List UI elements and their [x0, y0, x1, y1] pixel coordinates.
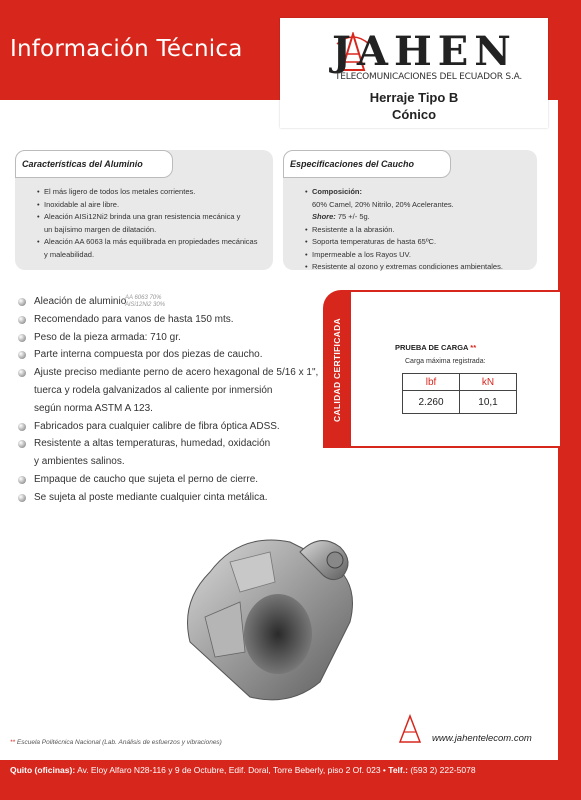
feature-item	[18, 293, 318, 311]
feature-text: Recomendado para vanos de hasta 150 mts.	[34, 313, 234, 325]
city-label: Quito (oficinas):	[10, 765, 76, 775]
product-variant: Cónico	[391, 107, 437, 122]
feature-item-continued: y ambientes salinos.	[34, 456, 125, 468]
footnote	[10, 739, 222, 746]
bullet-icon	[18, 476, 26, 484]
feature-item-continued: según norma ASTM A 123.	[34, 402, 153, 414]
table-cell: 2.260	[403, 391, 460, 414]
feature-item	[18, 418, 318, 436]
aluminum-spec-box	[15, 150, 273, 270]
bullet-icon	[18, 369, 26, 377]
feature-item	[18, 311, 318, 329]
table-cell: 10,1	[460, 391, 517, 414]
aluminum-heading: Características del Aluminio	[15, 150, 173, 178]
side-red-strip	[558, 100, 581, 760]
footnote-text: Escuela Politécnica Nacional (Lab. Análisis de esfuerzos y vibraciones)	[16, 739, 222, 746]
feature-text: Se sujeta al poste mediante cualquier cinta metálica.	[34, 491, 268, 503]
list-item: • Inoxidable al aire libre.	[37, 199, 269, 212]
list-item: y maleabilidad.	[44, 249, 95, 259]
feature-item	[18, 489, 318, 507]
logo-box	[280, 18, 548, 128]
shore-label: Shore:	[312, 212, 336, 221]
list-item	[305, 211, 533, 224]
footer-band	[0, 760, 581, 800]
phone-label: Telf.:	[388, 765, 408, 775]
footnote-marker: **	[10, 739, 16, 746]
load-test-table	[402, 373, 517, 414]
list-item: • Aleación AA 6063 la más equilibrada en propiedades mecánicas	[37, 236, 269, 249]
website-link[interactable]: www.jahentelecom.com	[432, 733, 532, 744]
contact-line: Quito (oficinas): Av. Eloy Alfaro N28-116 y 9 de Octubre, Edif. Doral, Torre Beberly, piso 2 Of. 023 • Telf.: (593 2) 222-5078	[10, 765, 476, 775]
bullet-icon	[18, 440, 26, 448]
feature-text: Aleación de aluminio	[34, 296, 127, 307]
feature-text: Parte interna compuesta por dos piezas de caucho.	[34, 349, 263, 361]
shore-value: 75 +/- 5g.	[337, 212, 370, 221]
phone-text: (593 2) 222-5078	[410, 765, 476, 775]
feature-item-continued: tuerca y rodela galvanizados al caliente por inmersión	[34, 384, 273, 396]
alloy-note: AA 6063 70% AlSi12Ni2 30%	[125, 295, 166, 308]
feature-item	[18, 329, 318, 347]
aluminum-list	[37, 186, 269, 261]
feature-text: Peso de la pieza armada: 710 gr.	[34, 331, 181, 343]
feature-text: Fabricados para cualquier calibre de fibra óptica ADSS.	[34, 420, 280, 432]
feature-item	[18, 471, 318, 489]
list-item: • Soporta temperaturas de hasta 65ºC.	[305, 236, 533, 249]
table-header-cell: kN	[460, 374, 517, 391]
bullet-icon	[18, 494, 26, 502]
certified-quality-card	[323, 290, 560, 450]
list-item: • Resistente a la abrasión.	[305, 224, 533, 237]
rubber-list	[305, 186, 533, 274]
feature-item	[18, 364, 318, 382]
logo-wordmark: JAHEN	[332, 28, 517, 75]
list-item: • Resistente al ozono y extremas condiciones ambientales.	[305, 261, 533, 274]
page-title: Información Técnica	[10, 36, 243, 62]
feature-item	[18, 346, 318, 364]
load-test-title: PRUEBA DE CARGA **	[395, 343, 477, 352]
product-name: Herraje Tipo B	[369, 90, 459, 105]
list-item: 60% Camel, 20% Nitrilo, 20% Acelerantes.	[312, 199, 454, 209]
list-item: • El más ligero de todos los metales corrientes.	[37, 186, 269, 199]
table-header-cell: lbf	[403, 374, 460, 391]
table-row	[403, 391, 517, 414]
logo-subtitle: TELECOMUNICACIONES DEL ECUADOR S.A.	[335, 72, 523, 82]
rubber-heading: Especificaciones del Caucho	[283, 150, 451, 178]
bullet-icon	[18, 351, 26, 359]
bullet-icon	[18, 423, 26, 431]
certified-label: CALIDAD CERTIFICADA	[332, 318, 342, 422]
list-item: • Impermeable a los Rayos UV.	[305, 249, 533, 262]
feature-text: Ajuste preciso mediante perno de acero hexagonal de 5/16 x 1",	[34, 367, 319, 379]
certified-label-bar	[323, 290, 351, 448]
bullet-icon	[18, 298, 26, 306]
composition-label: Composición:	[312, 187, 362, 196]
table-header-row	[403, 374, 517, 391]
feature-text: Empaque de caucho que sujeta el perno de cierre.	[34, 473, 259, 485]
load-test-subtitle: Carga máxima registrada:	[405, 358, 486, 365]
list-item: • Aleación AISi12Ni2 brinda una gran resistencia mecánica y	[37, 211, 269, 224]
product-photo-clamp	[170, 522, 380, 712]
rubber-spec-box	[283, 150, 537, 270]
footnote-marker: **	[470, 343, 477, 352]
address-text: Av. Eloy Alfaro N28-116 y 9 de Octubre, Edif. Doral, Torre Beberly, piso 2 Of. 023	[77, 765, 381, 775]
feature-text: Resistente a altas temperaturas, humedad, oxidación	[34, 438, 271, 450]
list-item: un bajísimo margen de dilatación.	[44, 224, 157, 234]
bullet-icon	[18, 334, 26, 342]
list-item	[305, 186, 533, 199]
certificate-frame	[351, 290, 560, 448]
feature-list	[18, 293, 318, 507]
signature-pen-icon	[395, 712, 425, 746]
feature-item	[18, 435, 318, 453]
bullet-icon	[18, 316, 26, 324]
